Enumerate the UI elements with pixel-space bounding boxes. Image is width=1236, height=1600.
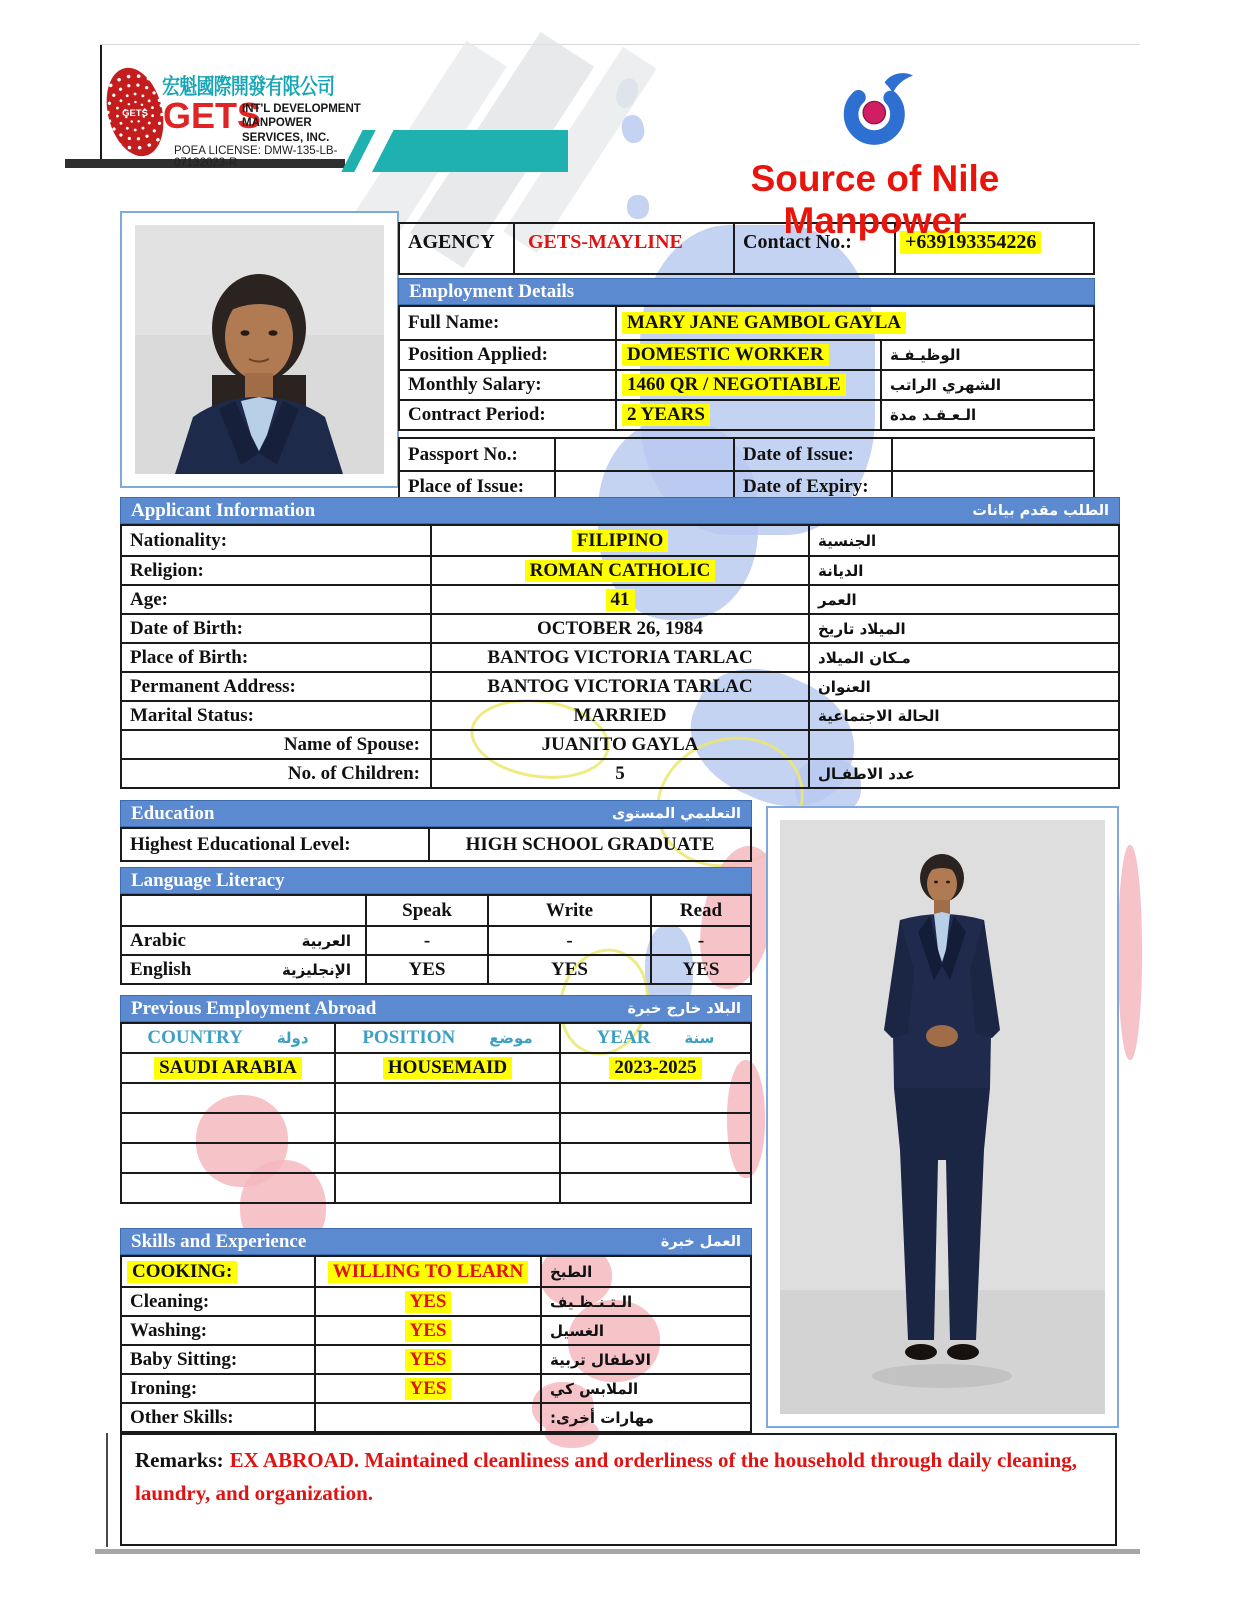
- position-value: [615, 341, 880, 369]
- english-language-en: English: [130, 958, 192, 980]
- prev-empty-cell: [334, 1084, 559, 1112]
- col-year-ar: سنة: [684, 1029, 715, 1047]
- prev-empty-cell: [334, 1174, 559, 1202]
- employment-section-title: Employment Details: [409, 280, 575, 302]
- prev-position-value: [334, 1054, 559, 1082]
- previous-employment-table: [120, 1022, 752, 1204]
- gets-poea-license: POEA LICENSE: DMW-135-LB-07132023-R: [174, 145, 338, 169]
- col-country-en: COUNTRY: [147, 1027, 243, 1048]
- cooking-value: [314, 1257, 540, 1286]
- applicant-information-section: [120, 497, 1120, 789]
- prev-empty-cell: [559, 1084, 750, 1112]
- cooking-label: [122, 1257, 314, 1286]
- passport-table: [398, 437, 1095, 503]
- spouse-value: JUANITO GAYLA: [430, 731, 808, 758]
- applicant-headshot-photo: [120, 211, 399, 488]
- prev-empty-row: [122, 1172, 750, 1202]
- col-position-ar: موضع: [489, 1029, 533, 1047]
- education-table: [120, 827, 752, 862]
- header-teal-band: [372, 130, 568, 172]
- other-skills-label: Other Skills:: [130, 1406, 234, 1428]
- language-section-title: Language Literacy: [131, 869, 285, 891]
- english-language-label: [122, 956, 365, 983]
- arabic-read: -: [650, 927, 750, 954]
- page-left-edge-line: [100, 45, 102, 162]
- skills-section-title: Skills and Experience: [131, 1230, 307, 1252]
- applicant-section-title: Applicant Information: [131, 499, 316, 521]
- prev-position-text: HOUSEMAID: [383, 1057, 512, 1079]
- arabic-speak: -: [365, 927, 487, 954]
- babysitting-value: [314, 1346, 540, 1373]
- previous-employment-title-arabic: البلاد خارج خبرة: [627, 1000, 741, 1017]
- address-label: Permanent Address:: [130, 675, 296, 697]
- marital-status-arabic: الحالة الاجتماعية: [808, 702, 1118, 729]
- prev-empty-cell: [559, 1114, 750, 1142]
- employment-details-section: [398, 278, 1095, 503]
- prev-empty-cell: [334, 1144, 559, 1172]
- address-value: BANTOG VICTORIA TARLAC: [430, 673, 808, 700]
- nile-swirl-icon: [833, 66, 919, 154]
- religion-text: ROMAN CATHOLIC: [525, 560, 716, 582]
- position-label: Position Applied:: [408, 344, 548, 365]
- employment-table: [398, 305, 1095, 431]
- nile-logo: [655, 62, 1095, 241]
- pob-label: Place of Birth:: [130, 646, 249, 668]
- passport-no-label: Passport No.:: [408, 443, 518, 465]
- full-name-label: Full Name:: [408, 312, 500, 333]
- marital-status-label: Marital Status:: [130, 704, 255, 726]
- age-text: 41: [606, 589, 635, 611]
- date-of-issue-label: Date of Issue:: [733, 439, 891, 470]
- prev-empty-cell: [122, 1144, 334, 1172]
- gets-subtitle-line2: MANPOWER SERVICES, INC.: [242, 117, 330, 144]
- contract-label: Contract Period:: [408, 404, 546, 425]
- nationality-arabic: الجنسية: [808, 526, 1118, 555]
- fullbody-image: [780, 820, 1105, 1414]
- arabic-language-en: Arabic: [130, 929, 186, 951]
- col-position-en: POSITION: [362, 1027, 456, 1048]
- cooking-label-text: COOKING:: [127, 1261, 237, 1283]
- watermark-pink-blob: [1118, 845, 1142, 1060]
- contract-value: [615, 401, 880, 429]
- salary-arabic: الشهري الراتب: [880, 371, 1093, 399]
- agency-label: AGENCY: [408, 231, 495, 253]
- english-read: YES: [650, 956, 750, 983]
- prev-country-text: SAUDI ARABIA: [154, 1057, 302, 1079]
- language-corner-cell: [122, 896, 365, 925]
- ironing-value-text: YES: [405, 1378, 452, 1400]
- language-col-read: Read: [650, 896, 750, 925]
- previous-employment-section: [120, 995, 752, 1204]
- col-country-ar: دولة: [276, 1029, 309, 1047]
- marital-status-value: MARRIED: [430, 702, 808, 729]
- prev-empty-cell: [559, 1174, 750, 1202]
- place-of-issue-label: Place of Issue:: [408, 475, 525, 497]
- prev-country-value: [122, 1054, 334, 1082]
- prev-empty-cell: [122, 1084, 334, 1112]
- prev-year-value: [559, 1054, 750, 1082]
- language-col-speak: Speak: [365, 896, 487, 925]
- age-value: [430, 586, 808, 613]
- remarks-text: EX ABROAD. Maintained cleanliness and orderliness of the household through daily cleaning, laundry, and organization.: [135, 1448, 1077, 1505]
- col-header-country: [122, 1024, 334, 1052]
- children-label: No. of Children:: [287, 762, 420, 784]
- education-level-label: Highest Educational Level:: [130, 833, 351, 855]
- cleaning-value-text: YES: [405, 1291, 452, 1313]
- salary-value: [615, 371, 880, 399]
- cleaning-value: [314, 1288, 540, 1315]
- ironing-arabic: الملابس كي: [540, 1375, 750, 1402]
- english-speak: YES: [365, 956, 487, 983]
- nationality-label: Nationality:: [130, 529, 228, 551]
- education-section-title-arabic: التعليمي المستوى: [612, 805, 741, 822]
- pob-value: BANTOG VICTORIA TARLAC: [430, 644, 808, 671]
- babysitting-value-text: YES: [405, 1349, 452, 1371]
- dob-value: OCTOBER 26, 1984: [430, 615, 808, 642]
- language-section-header: [120, 867, 752, 894]
- washing-label: Washing:: [130, 1319, 208, 1341]
- washing-value: [314, 1317, 540, 1344]
- employment-section-header: [398, 278, 1095, 305]
- passport-no-value: [554, 439, 733, 470]
- gets-logo-word: GETS: [163, 95, 262, 136]
- children-value: 5: [430, 760, 808, 787]
- religion-arabic: الديانة: [808, 557, 1118, 584]
- col-year-en: YEAR: [596, 1027, 651, 1048]
- age-arabic: العمر: [808, 586, 1118, 613]
- prev-empty-cell: [122, 1174, 334, 1202]
- pob-arabic: مـكان الميلاد: [808, 644, 1118, 671]
- babysitting-label: Baby Sitting:: [130, 1348, 238, 1370]
- skills-section-header: [120, 1228, 752, 1255]
- col-header-position: [334, 1024, 559, 1052]
- education-section: [120, 800, 752, 862]
- gets-disc-icon: [104, 64, 166, 160]
- english-write: YES: [487, 956, 650, 983]
- page-top-edge-line: [100, 44, 1140, 45]
- agency-contact-label: Contact No.:: [733, 224, 894, 273]
- prev-empty-cell: [559, 1144, 750, 1172]
- children-arabic: عدد الاطفـال: [808, 760, 1118, 787]
- prev-empty-cell: [122, 1114, 334, 1142]
- arabic-language-ar: العربية: [301, 931, 351, 950]
- other-skills-value: [314, 1404, 540, 1431]
- remarks-label: Remarks:: [135, 1448, 224, 1472]
- position-text: DOMESTIC WORKER: [622, 344, 829, 366]
- col-header-year: [559, 1024, 750, 1052]
- prev-year-text: 2023-2025: [609, 1057, 701, 1079]
- skills-section-title-arabic: العمل خبرة: [660, 1233, 741, 1250]
- spouse-arabic: [808, 731, 1118, 758]
- applicant-section-title-arabic: الطلب مقدم بيانات: [972, 502, 1109, 519]
- full-name-text: MARY JANE GAMBOL GAYLA: [622, 312, 906, 334]
- washing-value-text: YES: [405, 1320, 452, 1342]
- prev-empty-row: [122, 1112, 750, 1142]
- prev-empty-row: [122, 1142, 750, 1172]
- date-of-expiry-label: Date of Expiry:: [733, 472, 891, 501]
- applicant-table: [120, 524, 1120, 789]
- gets-subtitle: [242, 102, 364, 145]
- cooking-value-text: WILLING TO LEARN: [328, 1261, 528, 1283]
- dob-label: Date of Birth:: [130, 617, 243, 639]
- watermark-footprint: [627, 195, 649, 219]
- gets-chinese-name: 宏魁國際開發有限公司: [162, 75, 335, 100]
- nationality-value: [430, 526, 808, 555]
- spouse-label: Name of Spouse:: [283, 733, 420, 755]
- english-language-ar: الإنجليزية: [281, 960, 351, 979]
- arabic-language-label: [122, 927, 365, 954]
- applicant-fullbody-photo: [766, 806, 1119, 1428]
- religion-value: [430, 557, 808, 584]
- applicant-section-header: [120, 497, 1120, 524]
- religion-label: Religion:: [130, 559, 204, 581]
- svg-text:GETS: GETS: [122, 108, 148, 119]
- contract-text: 2 YEARS: [622, 404, 710, 426]
- skills-section: [120, 1228, 752, 1433]
- previous-employment-title: Previous Employment Abroad: [131, 997, 377, 1019]
- arabic-write: -: [487, 927, 650, 954]
- cleaning-arabic: الـتـنـظـيف: [540, 1288, 750, 1315]
- agency-name: GETS-MAYLINE: [513, 224, 733, 273]
- language-literacy-section: [120, 867, 752, 985]
- language-table: [120, 894, 752, 985]
- nationality-text: FILIPINO: [572, 530, 669, 552]
- education-section-title: Education: [131, 802, 215, 824]
- babysitting-arabic: الاطفال تربية: [540, 1346, 750, 1373]
- age-label: Age:: [130, 588, 168, 610]
- previous-employment-header: [120, 995, 752, 1022]
- salary-label: Monthly Salary:: [408, 374, 542, 395]
- education-section-header: [120, 800, 752, 827]
- other-skills-arabic: مهارات أخرى:: [540, 1404, 750, 1431]
- agency-contact-number: +639193354226: [900, 231, 1041, 254]
- cooking-arabic: الطبخ: [540, 1257, 750, 1286]
- ironing-value: [314, 1375, 540, 1402]
- washing-arabic: الغسيل: [540, 1317, 750, 1344]
- remarks-left-edge-line: [106, 1433, 108, 1547]
- gets-logo: [104, 62, 364, 167]
- prev-empty-cell: [334, 1114, 559, 1142]
- prev-empty-row: [122, 1082, 750, 1112]
- headshot-image: [135, 225, 384, 474]
- cleaning-label: Cleaning:: [130, 1290, 210, 1312]
- ironing-label: Ironing:: [130, 1377, 198, 1399]
- contract-arabic: الـعـقـد مدة: [880, 401, 1093, 429]
- skills-table: [120, 1255, 752, 1433]
- language-col-write: Write: [487, 896, 650, 925]
- position-arabic: الوظيـفـة: [880, 341, 1093, 369]
- page-bottom-edge-line: [95, 1549, 1140, 1554]
- full-name-value: [615, 307, 1093, 339]
- gets-subtitle-line1: INT'L DEVELOPMENT: [242, 103, 361, 115]
- salary-text: 1460 QR / NEGOTIABLE: [622, 374, 846, 396]
- address-arabic: العنوان: [808, 673, 1118, 700]
- date-of-issue-value: [891, 439, 1093, 470]
- dob-arabic: الميلاد تاريخ: [808, 615, 1118, 642]
- remarks-box: [120, 1433, 1117, 1546]
- education-level-value: HIGH SCHOOL GRADUATE: [428, 829, 750, 860]
- nile-logo-title: Source of Nile Manpower: [750, 158, 1000, 241]
